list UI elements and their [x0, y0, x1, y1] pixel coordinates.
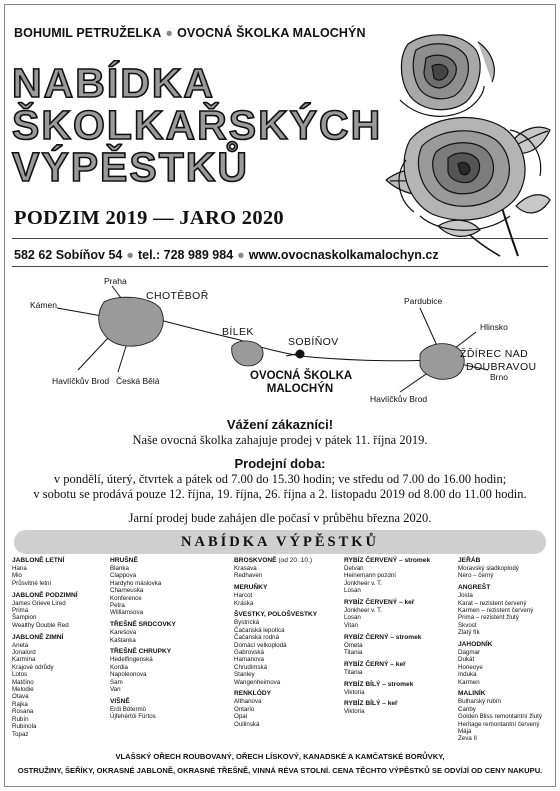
footer-line-1: VLAŠSKÝ OŘECH ROUBOVANÝ, OŘECH LÍSKOVÝ, KANADSKÉ A KAMČATSKÉ BORŮVKY, [115, 752, 445, 761]
variety-item: Hana [12, 565, 27, 572]
variety-item: Matčino [12, 678, 34, 686]
category-name: RYBÍZ ČERVENÝ – keř [344, 599, 415, 607]
variety-item: Zlatý fík [458, 629, 480, 637]
category-heading [344, 599, 454, 607]
category-heading [110, 557, 218, 565]
variety-item: Viktoria [344, 688, 365, 696]
city-zdirec-line-1: ŽĎÍREC NAD [460, 348, 529, 360]
category-name: HRUŠNĚ [110, 557, 138, 564]
variety-item: Skvost [458, 621, 477, 629]
category-heading [344, 661, 454, 669]
variety-item: Karmen – rezistent červený [458, 607, 534, 615]
category-heading [344, 557, 454, 565]
variety-item: Erdi Bötermö [110, 705, 147, 713]
variety-item: Aneta [12, 641, 29, 649]
title-line-3: VÝPĚSTKŮ [12, 144, 249, 190]
variety-item: Jonkheer v. T. [344, 579, 382, 587]
road-havlickuv-brod-east: Havlíčkův Brod [370, 394, 428, 404]
category-heading [458, 557, 550, 565]
variety-item: Ometa [344, 641, 363, 649]
category-name: JAHODNÍK [458, 641, 493, 649]
road-pardubice: Pardubice [404, 296, 443, 306]
variety-item: Napoleonova [110, 671, 147, 679]
offer-column-3 [234, 557, 344, 728]
title-line-1: NABÍDKA [12, 60, 216, 106]
hours-saturday: v sobotu se prodává pouze 12. října, 19. října, 26. října a 2. listopadu 2019 od 8.00 do 11.00 hodin. [33, 487, 527, 501]
variety-item: Sam [110, 678, 123, 686]
variety-item: Konference [110, 594, 142, 602]
variety-item: Mio [12, 572, 22, 580]
variety-item: Oullinská [234, 720, 260, 728]
road-hlinsko: Hlinsko [480, 322, 508, 332]
hours-heading: Prodejní doba: [234, 456, 326, 471]
offer-column-4 [344, 557, 454, 716]
variety-item: Chrudimská [234, 663, 268, 671]
category-name: MALINÍK [458, 690, 486, 698]
variety-item: Dukát [458, 656, 475, 664]
variety-item: Krajové odrůdy [12, 663, 54, 671]
variety-item: Moravský sladkoplodý [458, 565, 519, 572]
category-name: JABLONĚ LETNÍ [12, 557, 65, 564]
separator-dot: ● [126, 248, 134, 262]
variety-item: Vitan [344, 621, 358, 629]
category-heading [344, 634, 454, 642]
category-name: JEŘÁB [458, 557, 481, 564]
category-heading [12, 557, 108, 565]
variety-item: Hedelfingenská [110, 656, 153, 664]
nursery-label [250, 370, 353, 396]
variety-item: Průsvitné letní [12, 579, 52, 587]
variety-item: Otava [12, 693, 29, 701]
website-link[interactable]: www.ovocnaskolkamalochyn.cz [248, 248, 439, 262]
intro-text: Naše ovocná školka zahajuje prodej v pátek 11. října 2019. [132, 432, 428, 447]
category-heading [458, 690, 550, 698]
variety-item: Prima [12, 607, 29, 615]
variety-item: Melodie [12, 686, 34, 694]
variety-item: Bulharský rubín [458, 698, 501, 706]
variety-item: Zeva II [458, 735, 477, 743]
season-heading: PODZIM 2019 — JARO 2020 [14, 207, 284, 229]
contact-line [14, 248, 439, 262]
variety-item: Stanley [234, 671, 255, 679]
variety-item: Topaz [12, 730, 29, 738]
variety-item: Josta [458, 592, 473, 600]
city-sobinov: SOBÍŇOV [288, 336, 339, 348]
phone: tel.: 728 989 984 [137, 248, 234, 262]
variety-item: Jonalord [12, 649, 36, 657]
road-kamen: Kámen [30, 300, 57, 310]
category-name: BROSKVONĚ [234, 557, 277, 564]
rose-illustration-icon [380, 30, 552, 258]
category-name: RYBÍZ ČERNÝ – stromek [344, 633, 422, 641]
variety-item: Rubinola [12, 723, 37, 731]
variety-item: Detvan [344, 565, 364, 572]
owner-name: BOHUMIL PETRUŽELKA [14, 26, 162, 40]
title-line-2: ŠKOLKAŘSKÝCH [12, 102, 383, 148]
category-name: MERUŇKY [234, 584, 268, 592]
variety-item: Hardyho máslovka [110, 579, 162, 587]
variety-item: Čačanská rodná [234, 634, 280, 642]
variety-item: Williamsova [110, 609, 144, 617]
offer-column-1 [12, 557, 108, 738]
category-name: VIŠNĚ [110, 697, 130, 705]
variety-item: Charneuska [110, 587, 144, 595]
variety-item: Bystrická [234, 619, 260, 627]
road-brno: Brno [490, 372, 508, 382]
variety-item: Rubín [12, 715, 29, 723]
category-name: RYBÍZ ČERVENÝ – stromek [344, 557, 431, 564]
variety-item: Petra [110, 602, 125, 610]
category-name: ŠVESTKY, POLOŠVESTKY [234, 611, 318, 619]
road-ceska-bela: Česká Bělá [116, 376, 160, 386]
variety-item: Jonkheer v. T. [344, 607, 382, 615]
separator-dot: ● [165, 26, 174, 40]
variety-item: Nero – černý [458, 572, 494, 580]
page-title [12, 60, 383, 190]
variety-item: Rajka [12, 700, 28, 708]
variety-item: Wealthy Double Red [12, 621, 69, 629]
variety-item: Újfehértói Fürtos [110, 713, 156, 721]
variety-item: Titania [344, 668, 363, 676]
variety-item: Ontario [234, 705, 255, 713]
variety-item: Althanova [234, 698, 262, 706]
variety-item: Dagmar [458, 649, 481, 657]
category-heading [12, 634, 108, 642]
variety-item: Mája [458, 728, 472, 736]
variety-item: Krasava [234, 565, 257, 572]
category-name: RYBÍZ ČERNÝ – keř [344, 660, 406, 668]
category-heading [110, 698, 218, 706]
category-name: RYBÍZ BÍLÝ – keř [344, 700, 398, 708]
location-map [0, 268, 560, 408]
city-bilek: BÍLEK [222, 326, 254, 338]
variety-item: Blanka [110, 565, 129, 572]
variety-item: Hamanova [234, 656, 264, 664]
chotebor-area [99, 297, 164, 346]
variety-item: James Grieve Lired [12, 599, 66, 607]
variety-item: Heinemann pozdní [344, 572, 396, 580]
category-name: RYBÍZ BÍLÝ – stromek [344, 680, 414, 688]
variety-item: Losan [344, 614, 361, 622]
variety-item: Kaštanka [110, 636, 136, 644]
nursery-label-line-2: MALOCHÝN [266, 383, 334, 395]
category-heading [110, 648, 218, 656]
variety-item: Šampion [12, 614, 37, 622]
category-name: TŘEŠNĚ SRDCOVKY [110, 621, 176, 629]
sales-info [0, 417, 560, 526]
road-praha: Praha [104, 276, 127, 286]
category-name: RENKLÓDY [234, 690, 271, 698]
variety-item: Clappova [110, 572, 137, 580]
variety-item: Viktoria [344, 708, 365, 716]
offer-column-5 [458, 557, 550, 743]
category-heading [234, 690, 344, 698]
variety-item: Van [110, 686, 121, 694]
variety-item: Kráska [234, 599, 254, 607]
variety-item: Kordia [110, 663, 128, 671]
category-note: (od 20. 10.) [276, 557, 313, 564]
variety-item: Harcot [234, 592, 253, 600]
address: 582 62 Sobíňov 54 [14, 248, 123, 262]
category-heading [12, 592, 108, 600]
category-heading [344, 700, 454, 708]
variety-item: Prima – rezistent žlutý [458, 614, 519, 622]
bilek-area [232, 341, 263, 366]
spring-note: Jarní prodej bude zahájen dle počasí v průběhu března 2020. [128, 510, 432, 525]
road-havlickuv-brod-west: Havlíčkův Brod [52, 376, 110, 386]
category-heading [458, 584, 550, 592]
offer-banner: NABÍDKA VÝPĚSTKŮ [14, 530, 546, 554]
variety-item: Honeoye [458, 663, 483, 671]
variety-item: Domácí velkoplodá [234, 641, 287, 649]
footer-line-2: OSTRUŽINY, ŠEŘÍKY, OKRASNÉ JABLONĚ, OKRASNÉ TŘEŠNĚ, VINNÁ RÉVA STOLNÍ. CENA TĚCHTO VÝPĚSTKŮ SE ODVÍJÍ OD CENY NAKUPU. [17, 766, 543, 775]
nursery-label-line-1: OVOCNÁ ŠKOLKA [250, 370, 353, 382]
category-heading [234, 611, 344, 619]
header-line [14, 26, 366, 40]
category-heading [234, 584, 344, 592]
variety-item: Gabrovská [234, 649, 264, 657]
category-name: ANGREŠT [458, 584, 491, 592]
zdirec-area [420, 344, 464, 380]
greeting: Vážení zákazníci! [226, 417, 334, 432]
category-name: JABLONĚ ZIMNÍ [12, 633, 64, 641]
variety-item: Karešova [110, 629, 137, 637]
variety-item: Heritage remontantní červený [458, 720, 540, 728]
category-heading [234, 557, 344, 565]
divider-bottom [12, 266, 548, 267]
separator-dot: ● [237, 248, 245, 262]
variety-item: Golden Bliss remontantní žlutý [458, 713, 542, 721]
variety-item: Karat – rezistent červený [458, 599, 527, 607]
offer-column-2 [110, 557, 218, 721]
variety-item: Karmen [458, 678, 480, 686]
city-chotebor: CHOTĚBOŘ [146, 290, 209, 302]
hours-weekdays: v pondělí, úterý, čtvrtek a pátek od 7.00 do 15.30 hodin; ve středu od 7.00 do 16.00 hodin; [53, 471, 507, 486]
variety-item: Canby [458, 705, 476, 713]
variety-item: Titania [344, 649, 363, 657]
variety-item: Čačanská lepotica [234, 626, 285, 634]
variety-item: Opal [234, 713, 248, 721]
variety-item: Induka [458, 671, 477, 679]
nursery-name: OVOCNÁ ŠKOLKA MALOCHÝN [177, 26, 366, 40]
category-heading [458, 641, 550, 649]
offer-columns [12, 557, 548, 752]
category-heading [110, 621, 218, 629]
sobinov-marker [296, 350, 305, 359]
variety-item: Lotos [12, 671, 28, 679]
category-name: JABLONĚ PODZIMNÍ [12, 591, 78, 599]
category-heading [344, 681, 454, 689]
category-name: TŘEŠNĚ CHRUPKY [110, 648, 172, 656]
variety-item: Rosana [12, 708, 34, 716]
variety-item: Karmína [12, 656, 36, 664]
city-zdirec-line-2: DOUBRAVOU [466, 361, 537, 373]
variety-item: Wangenheimova [234, 678, 281, 686]
variety-item: Redhaven [234, 572, 263, 580]
variety-item: Losan [344, 587, 361, 595]
